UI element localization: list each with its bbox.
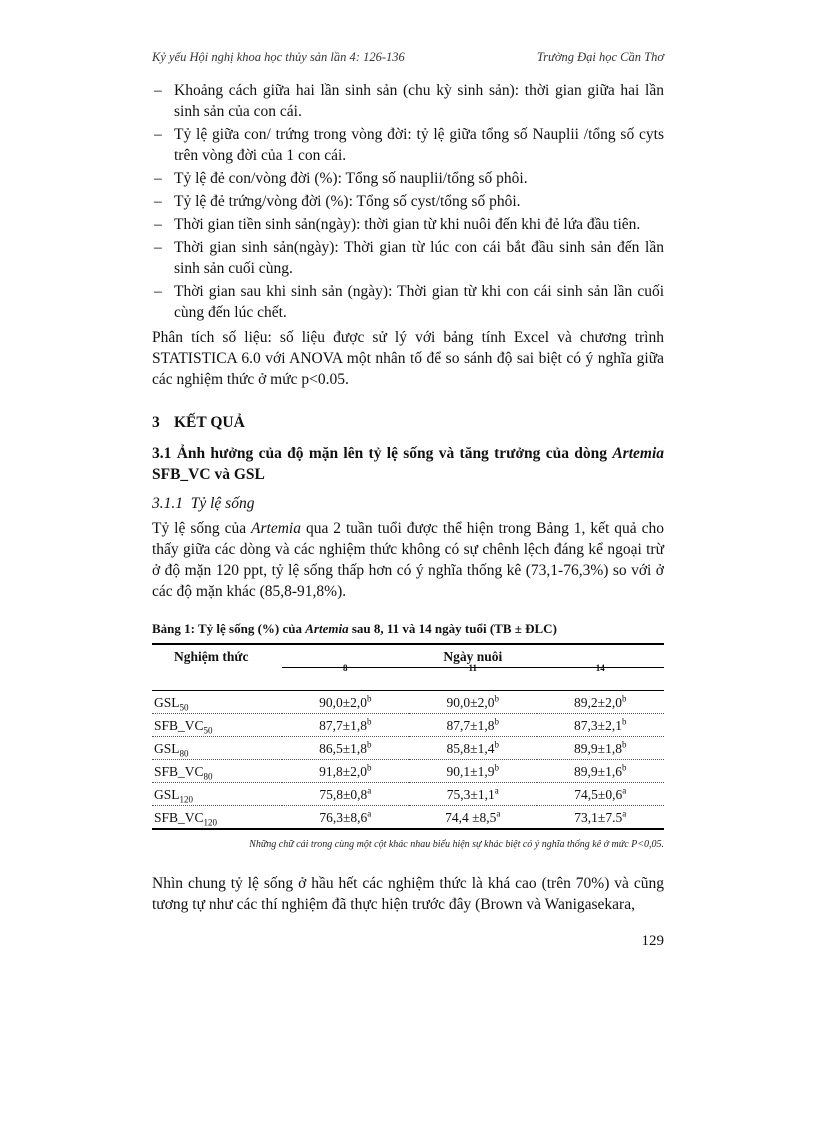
survival-paragraph: Tỷ lệ sống của Artemia qua 2 tuần tuổi được thể hiện trong Bảng 1, kết quả cho thấy giữa các dòng và các nghiệm thức không có sự chênh lệch đáng kể ngoại trừ ở độ mặn 120 ppt, tỷ lệ sống thấp hơn có ý nghĩa thống kê (73,1-76,3%) so với ở các độ mặn khác (85,8-91,8%).	[152, 520, 664, 600]
page-body	[152, 80, 664, 931]
table-caption: Bảng 1: Tỷ lệ sống (%) của Artemia sau 8, 11 và 14 ngày tuổi (TB ± ĐLC)	[152, 621, 557, 636]
section-heading-results: 3 KẾT QUẢ	[152, 414, 245, 431]
header-university: Trường Đại học Cần Thơ	[536, 50, 664, 64]
data-analysis-paragraph: Phân tích số liệu: số liệu được sử lý với bảng tính Excel và chương trình STATISTICA 6.0 với ANOVA một nhân tố để so sánh độ sai biệt có ý nghĩa giữa các nghiệm thức ở mức p<0.05.	[152, 329, 664, 388]
table-day-row	[152, 668, 664, 691]
header-proceedings: Kỷ yếu Hội nghị khoa học thủy sản lần 4: 126-136	[152, 50, 405, 64]
header-treatment: Nghiệm thức	[152, 644, 282, 668]
definition-item: – Thời gian sinh sản(ngày): Thời gian từ lúc con cái bắt đầu sinh sản đến lần sinh sản cuối cùng.	[154, 239, 664, 277]
table-row	[152, 737, 664, 760]
table-row	[152, 783, 664, 806]
survival-value: 73,1±7.5$^a$	[537, 806, 665, 830]
survival-value: 89,2±2,0$^b$	[537, 691, 665, 714]
survival-value: 74,5±0,6$^a$	[537, 783, 665, 806]
conclusion-paragraph: Nhìn chung tỷ lệ sống ở hầu hết các nghiệm thức là khá cao (trên 70%) và cũng tương tự như các thí nghiệm đã thực hiện trước đây (Brown và Wanigasekara,	[152, 875, 664, 913]
treatment-name: $GSL_{80}$	[152, 737, 282, 760]
table-row	[152, 760, 664, 783]
definition-item: – Tỷ lệ giữa con/ trứng trong vòng đời: tỷ lệ giữa tổng số Nauplii /tổng số cyts trên vòng đời của 1 con cái.	[154, 126, 664, 164]
header-day: 14	[537, 668, 665, 691]
definition-item: – Tỷ lệ đẻ con/vòng đời (%): Tổng số nauplii/tổng số phôi.	[154, 170, 528, 187]
survival-value: 89,9±1,8$^b$	[537, 737, 665, 760]
survival-value: 91,8±2,0$^b$	[282, 760, 409, 783]
header-culture-days: Ngày nuôi	[282, 644, 664, 668]
header-day: 8	[282, 668, 409, 691]
survival-value: 86,5±1,8$^b$	[282, 737, 409, 760]
table-row	[152, 714, 664, 737]
survival-value: 90,0±2,0$^b$	[282, 691, 409, 714]
running-header	[152, 50, 664, 65]
page-number: 129	[641, 933, 664, 949]
table-header-row	[152, 644, 664, 668]
survival-value: 90,1±1,9$^b$	[409, 760, 536, 783]
treatment-name: $SFB\_VC_{50}$	[152, 714, 282, 737]
survival-value: 76,3±8,6$^a$	[282, 806, 409, 830]
survival-table	[152, 643, 664, 830]
survival-value: 74,4 ±8,5$^a$	[409, 806, 536, 830]
survival-value: 85,8±1,4$^b$	[409, 737, 536, 760]
survival-value: 90,0±2,0$^b$	[409, 691, 536, 714]
subsection-heading-salinity: 3.1 Ảnh hưởng của độ mặn lên tỷ lệ sống và tăng trưởng của dòng Artemia SFB_VC và GSL	[152, 445, 664, 483]
header-day: 11	[409, 668, 536, 691]
survival-value: 87,3±2,1$^b$	[537, 714, 665, 737]
survival-value: 87,7±1,8$^b$	[409, 714, 536, 737]
subsubsection-heading-survival: 3.1.1 Tỷ lệ sống	[152, 495, 255, 512]
definition-item: – Thời gian sau khi sinh sản (ngày): Thời gian từ khi con cái sinh sản lần cuối cùng đến lúc chết.	[154, 283, 664, 321]
survival-value: 89,9±1,6$^b$	[537, 760, 665, 783]
treatment-name: $GSL_{50}$	[152, 691, 282, 714]
definition-item: – Tỷ lệ đẻ trứng/vòng đời (%): Tổng số cyst/tổng số phôi.	[154, 193, 521, 210]
treatment-name: $GSL_{120}$	[152, 783, 282, 806]
definition-item: – Thời gian tiền sinh sản(ngày): thời gian từ khi nuôi đến khi đẻ lứa đầu tiên.	[154, 216, 641, 233]
definition-item: – Khoảng cách giữa hai lần sinh sản (chu kỳ sinh sản): thời gian giữa hai lần sinh sản của con cái.	[154, 82, 664, 120]
survival-value: 87,7±1,8$^b$	[282, 714, 409, 737]
treatment-name: $SFB\_VC_{80}$	[152, 760, 282, 783]
definition-list	[152, 80, 664, 323]
survival-value: 75,3±1,1$^a$	[409, 783, 536, 806]
table-row	[152, 806, 664, 830]
treatment-name: $SFB\_VC_{120}$	[152, 806, 282, 830]
table-row	[152, 691, 664, 714]
survival-value: 75,8±0,8$^a$	[282, 783, 409, 806]
table-footnote: Những chữ cái trong cùng một cột khác nhau biểu hiện sự khác biệt có ý nghĩa thống kê ở mức P<0,05.	[249, 839, 664, 850]
